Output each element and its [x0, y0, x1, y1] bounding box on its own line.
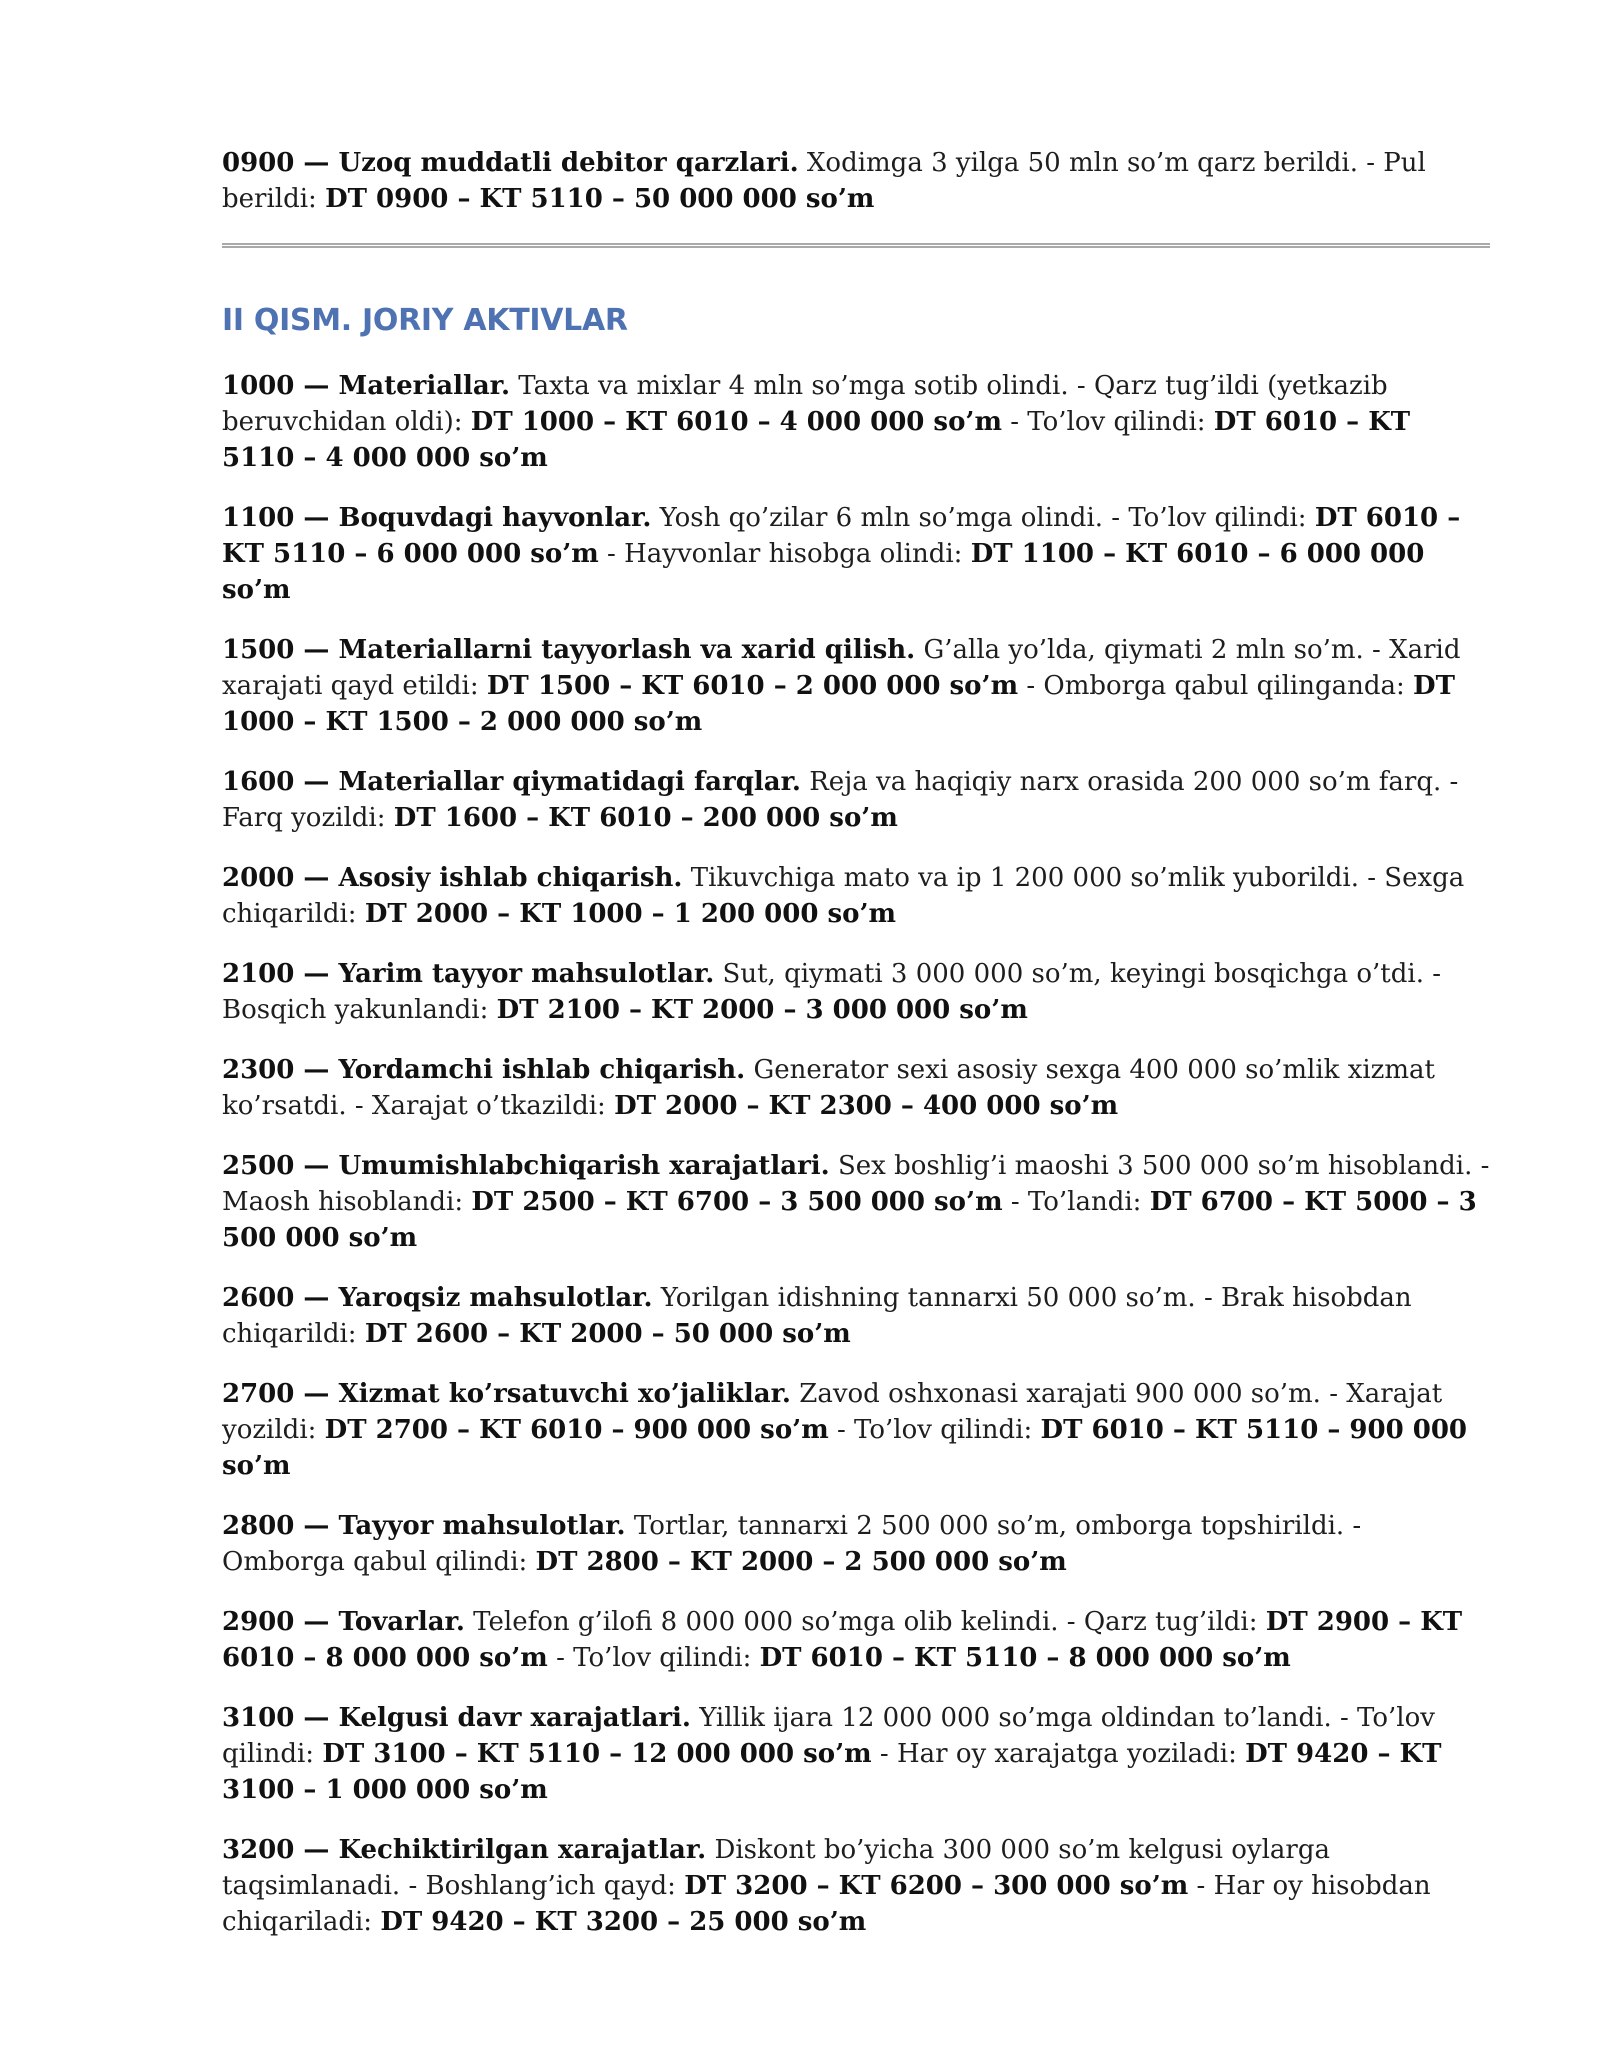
- entry-description: - Har oy xarajatga yoziladi:: [871, 1739, 1246, 1769]
- document-page: [222, 145, 1490, 1964]
- posting: DT 6010 – KT 5110 – 4 000 000 so’m: [222, 407, 1411, 473]
- posting: DT 9420 – KT 3100 – 1 000 000 so’m: [222, 1739, 1442, 1805]
- entry-description: Generator sexi asosiy sexga 400 000 so’mlik xizmat ko’rsatdi. - Xarajat o’tkazildi:: [222, 1055, 1435, 1121]
- entry-description: - Hayvonlar hisobga olindi:: [598, 539, 971, 569]
- account-title: 1500 — Materiallarni tayyorlash va xarid qilish.: [222, 635, 916, 665]
- posting: DT 6010 – KT 5110 – 8 000 000 so’m: [759, 1643, 1291, 1673]
- account-title: 1100 — Boquvdagi hayvonlar.: [222, 503, 652, 533]
- entry-2000: [222, 860, 1490, 932]
- entry-3200: [222, 1832, 1490, 1940]
- entry-2600: [222, 1280, 1490, 1352]
- entry-description: - To’landi:: [1002, 1187, 1150, 1217]
- posting: DT 6010 – KT 5110 – 900 000 so’m: [222, 1415, 1468, 1481]
- posting: DT 3100 – KT 5110 – 12 000 000 so’m: [322, 1739, 872, 1769]
- posting: DT 2100 – KT 2000 – 3 000 000 so’m: [496, 995, 1028, 1025]
- account-title: 1000 — Materiallar.: [222, 371, 511, 401]
- posting: DT 2700 – KT 6010 – 900 000 so’m: [324, 1415, 829, 1445]
- entry-2900: [222, 1604, 1490, 1676]
- horizontal-divider: [222, 243, 1490, 248]
- entry-0900: [222, 145, 1490, 217]
- entry-description: Diskont bo’yicha 300 000 so’m kelgusi oylarga taqsimlanadi. - Boshlang’ich qayd:: [222, 1835, 1330, 1901]
- posting: DT 1500 – KT 6010 – 2 000 000 so’m: [486, 671, 1019, 701]
- entry-2500: [222, 1148, 1490, 1256]
- posting: DT 9420 – KT 3200 – 25 000 so’m: [380, 1907, 867, 1937]
- posting: DT 1000 – KT 1500 – 2 000 000 so’m: [222, 671, 1455, 737]
- entry-description: Yillik ijara 12 000 000 so’mga oldindan to’landi. - To’lov qilindi:: [222, 1703, 1435, 1769]
- section-heading: II QISM. JORIY AKTIVLAR: [222, 303, 628, 338]
- entry-2300: [222, 1052, 1490, 1124]
- posting: DT 6010 – KT 5110 – 6 000 000 so’m: [222, 503, 1461, 569]
- account-title: 2700 — Xizmat ko’rsatuvchi xo’jaliklar.: [222, 1379, 791, 1409]
- account-title: 1600 — Materiallar qiymatidagi farqlar.: [222, 767, 801, 797]
- entry-1000: [222, 368, 1490, 476]
- entry-1600: [222, 764, 1490, 836]
- posting: DT 3200 – KT 6200 – 300 000 so’m: [684, 1871, 1189, 1901]
- entry-description: Sut, qiymati 3 000 000 so’m, keyingi bosqichga o’tdi. - Bosqich yakunlandi:: [222, 959, 1442, 1025]
- posting: DT 1100 – KT 6010 – 6 000 000 so’m: [222, 539, 1425, 605]
- posting: DT 2500 – KT 6700 – 3 500 000 so’m: [471, 1187, 1003, 1217]
- account-title: 2800 — Tayyor mahsulotlar.: [222, 1511, 626, 1541]
- account-title: 3200 — Kechiktirilgan xarajatlar.: [222, 1835, 707, 1865]
- account-title: 2000 — Asosiy ishlab chiqarish.: [222, 863, 683, 893]
- posting: DT 6700 – KT 5000 – 3 500 000 so’m: [222, 1187, 1477, 1253]
- entry-1100: [222, 500, 1490, 608]
- entry-description: Reja va haqiqiy narx orasida 200 000 so’m farq. - Farq yozildi:: [222, 767, 1459, 833]
- entry-description: Xodimga 3 yilga 50 mln so’m qarz berildi. - Pul berildi:: [222, 148, 1426, 214]
- account-title: 2500 — Umumishlabchiqarish xarajatlari.: [222, 1151, 830, 1181]
- posting: DT 2800 – KT 2000 – 2 500 000 so’m: [535, 1547, 1067, 1577]
- posting: DT 2900 – KT 6010 – 8 000 000 so’m: [222, 1607, 1463, 1673]
- entry-description: Telefon g’ilofi 8 000 000 so’mga olib kelindi. - Qarz tug’ildi:: [464, 1607, 1266, 1637]
- entry-description: Zavod oshxonasi xarajati 900 000 so’m. - Xarajat yozildi:: [222, 1379, 1443, 1445]
- account-title: 2600 — Yaroqsiz mahsulotlar.: [222, 1283, 653, 1313]
- account-title: 2900 — Tovarlar.: [222, 1607, 465, 1637]
- entry-description: Taxta va mixlar 4 mln so’mga sotib olindi. - Qarz tug’ildi (yetkazib beruvchidan oldi):: [222, 371, 1388, 437]
- entry-description: Tortlar, tannarxi 2 500 000 so’m, omborga topshirildi. - Omborga qabul qilindi:: [222, 1511, 1362, 1577]
- entry-description: - To’lov qilindi:: [1001, 407, 1214, 437]
- posting: DT 2000 – KT 2300 – 400 000 so’m: [614, 1091, 1119, 1121]
- entry-description: - Omborga qabul qilinganda:: [1018, 671, 1414, 701]
- account-title: 3100 — Kelgusi davr xarajatlari.: [222, 1703, 691, 1733]
- entry-3100: [222, 1700, 1490, 1808]
- entry-2700: [222, 1376, 1490, 1484]
- entry-description: Sex boshlig’i maoshi 3 500 000 so’m hisoblandi. - Maosh hisoblandi:: [222, 1151, 1490, 1217]
- entry-description: - To’lov qilindi:: [547, 1643, 760, 1673]
- entry-description: - Har oy hisobdan chiqariladi:: [222, 1871, 1431, 1937]
- entry-2100: [222, 956, 1490, 1028]
- entry-description: Yorilgan idishning tannarxi 50 000 so’m. - Brak hisobdan chiqarildi:: [222, 1283, 1412, 1349]
- entry-2800: [222, 1508, 1490, 1580]
- entry-1500: [222, 632, 1490, 740]
- entry-description: G’alla yo’lda, qiymati 2 mln so’m. - Xarid xarajati qayd etildi:: [222, 635, 1461, 701]
- entry-description: Tikuvchiga mato va ip 1 200 000 so’mlik yuborildi. - Sexga chiqarildi:: [222, 863, 1465, 929]
- posting: DT 2600 – KT 2000 – 50 000 so’m: [364, 1319, 851, 1349]
- posting: DT 1600 – KT 6010 – 200 000 so’m: [393, 803, 898, 833]
- account-title: 0900 — Uzoq muddatli debitor qarzlari.: [222, 148, 799, 178]
- posting: DT 1000 – KT 6010 – 4 000 000 so’m: [470, 407, 1002, 437]
- entry-description: Yosh qo’zilar 6 mln so’mga olindi. - To’lov qilindi:: [651, 503, 1315, 533]
- entry-description: - To’lov qilindi:: [828, 1415, 1041, 1445]
- account-title: 2300 — Yordamchi ishlab chiqarish.: [222, 1055, 746, 1085]
- posting: DT 2000 – KT 1000 – 1 200 000 so’m: [364, 899, 897, 929]
- account-title: 2100 — Yarim tayyor mahsulotlar.: [222, 959, 715, 989]
- posting: DT 0900 – KT 5110 – 50 000 000 so’m: [325, 184, 875, 214]
